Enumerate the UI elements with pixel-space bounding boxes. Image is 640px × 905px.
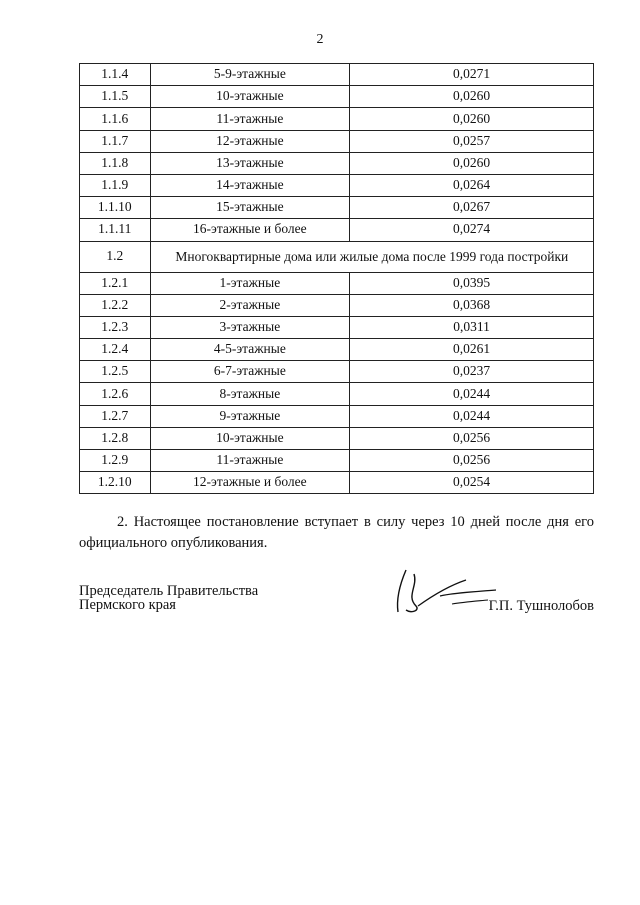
row-code: 1.1.6	[80, 108, 151, 130]
page-number: 2	[316, 32, 324, 47]
table-row	[80, 197, 594, 219]
table-row	[80, 383, 594, 405]
table-row	[80, 108, 594, 130]
table-row	[80, 130, 594, 152]
row-description: 11-этажные	[150, 108, 349, 130]
table-row	[80, 472, 594, 494]
row-value: 0,0271	[350, 64, 594, 86]
row-description: 15-этажные	[150, 197, 349, 219]
row-description: 6-7-этажные	[150, 361, 349, 383]
row-value: 0,0256	[350, 450, 594, 472]
row-description: 16-этажные и более	[150, 219, 349, 241]
row-description: 10-этажные	[150, 86, 349, 108]
table-row	[80, 64, 594, 86]
row-description: 2-этажные	[150, 294, 349, 316]
row-code: 1.2.10	[80, 472, 151, 494]
row-description: 12-этажные и более	[150, 472, 349, 494]
row-code: 1.2.2	[80, 294, 151, 316]
signatory-title-line1: Председатель Правительства	[79, 583, 259, 599]
signatory-title	[79, 584, 258, 612]
row-value: 0,0256	[350, 427, 594, 449]
row-description: 5-9-этажные	[150, 64, 349, 86]
table-row	[80, 174, 594, 196]
handwritten-signature	[392, 566, 502, 618]
row-value: 0,0264	[350, 174, 594, 196]
row-value: 0,0311	[350, 316, 594, 338]
row-description: 10-этажные	[150, 427, 349, 449]
row-code: 1.1.11	[80, 219, 151, 241]
row-code: 1.1.10	[80, 197, 151, 219]
table-row	[80, 316, 594, 338]
table-row	[80, 450, 594, 472]
table-row	[80, 294, 594, 316]
row-value: 0,0395	[350, 272, 594, 294]
row-value: 0,0274	[350, 219, 594, 241]
row-code: 1.2.9	[80, 450, 151, 472]
effective-date-paragraph: 2. Настоящее постановление вступает в силу через 10 дней после дня его официального опубликования.	[79, 514, 594, 551]
row-code: 1.1.9	[80, 174, 151, 196]
row-code: 1.1.4	[80, 64, 151, 86]
row-code: 1.2.6	[80, 383, 151, 405]
row-value: 0,0260	[350, 152, 594, 174]
table-row	[80, 361, 594, 383]
row-code: 1.1.5	[80, 86, 151, 108]
table-row	[80, 427, 594, 449]
row-code: 1.2.4	[80, 339, 151, 361]
table-row	[80, 339, 594, 361]
row-code: 1.2.7	[80, 405, 151, 427]
row-description: 14-этажные	[150, 174, 349, 196]
row-value: 0,0261	[350, 339, 594, 361]
row-value: 0,0260	[350, 86, 594, 108]
row-description: 1-этажные	[150, 272, 349, 294]
row-value: 0,0257	[350, 130, 594, 152]
row-description: 12-этажные	[150, 130, 349, 152]
row-code: 1.2.3	[80, 316, 151, 338]
row-description: 8-этажные	[150, 383, 349, 405]
table-row	[80, 272, 594, 294]
row-value: 0,0237	[350, 361, 594, 383]
table-row	[80, 86, 594, 108]
row-description: 3-этажные	[150, 316, 349, 338]
row-value: 0,0254	[350, 472, 594, 494]
row-code: 1.2.1	[80, 272, 151, 294]
table-row	[80, 219, 594, 241]
table-row	[80, 241, 594, 272]
table-row	[80, 405, 594, 427]
table-row	[80, 152, 594, 174]
row-description: 9-этажные	[150, 405, 349, 427]
row-description: 4-5-этажные	[150, 339, 349, 361]
row-description: 13-этажные	[150, 152, 349, 174]
signatory-title-line2: Пермского края	[79, 597, 176, 613]
row-description: 11-этажные	[150, 450, 349, 472]
row-value: 0,0267	[350, 197, 594, 219]
row-code: 1.1.7	[80, 130, 151, 152]
row-value: 0,0244	[350, 383, 594, 405]
row-value: 0,0260	[350, 108, 594, 130]
section-heading: Многоквартирные дома или жилые дома после 1999 года постройки	[150, 241, 593, 272]
row-code: 1.2	[80, 241, 151, 272]
row-value: 0,0368	[350, 294, 594, 316]
signatory-name: Г.П. Тушнолобов	[488, 598, 594, 614]
row-code: 1.2.5	[80, 361, 151, 383]
rates-table	[79, 63, 594, 494]
row-code: 1.2.8	[80, 427, 151, 449]
row-value: 0,0244	[350, 405, 594, 427]
row-code: 1.1.8	[80, 152, 151, 174]
